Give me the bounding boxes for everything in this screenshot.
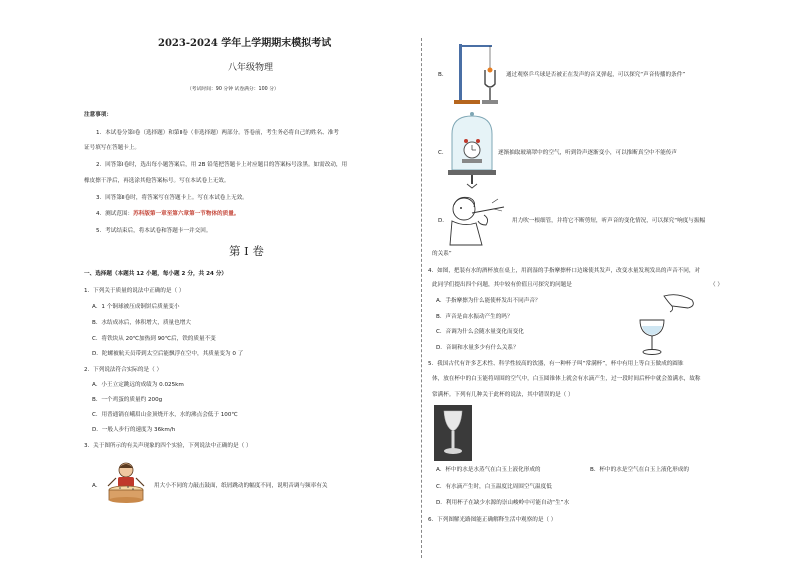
note-4 (96, 211, 239, 218)
note-3: 3．回答第Ⅱ卷时，将答案写在答题卡上。写在本试卷上无效。 (96, 195, 248, 201)
q6-stem: 6．下列图解光路图能正确解释生活中观察的是（ ） (428, 517, 557, 523)
column-divider (421, 38, 422, 558)
wine-glass-hand-image (634, 292, 700, 358)
q4-option-d: D．音调和水量多少有什么关系？ (436, 345, 519, 351)
note-1b: 证号填写在答题卡上。 (84, 145, 140, 151)
q4-option-c: C．音调为什么会随水量变化而变化 (436, 329, 524, 335)
q2-option-c: C．用普通锅在峨眉山金顶烧开水，水的沸点会低于 100℃ (92, 412, 238, 418)
q1-option-a: A．1 个铜球被压成铜饼后质量变小 (92, 304, 180, 310)
exam-title: 2023-2024 学年上学期期末模拟考试 (158, 38, 332, 49)
q4-option-b: B．声音是由水振动产生的吗？ (436, 314, 513, 320)
q5-stem-line3: 常满杯。下列有几种关于此杯的说法，其中错误的是（ ） (432, 392, 574, 398)
exam-meta: （考试时间：90 分钟 试卷满分：100 分） (187, 87, 279, 92)
note-2a: 2．回答第Ⅰ卷时，选出每小题答案后，用 2B 铅笔把答题卡上对应题目的答案标号涂黑。如需改动，用 (96, 162, 348, 168)
note-4-label: 4．测试范围： (96, 211, 134, 217)
q5-option-d: D．利用杯子在缺少水源的崇山峻岭中可能自动“生”水 (436, 500, 570, 506)
q3-option-c: 逐渐抽取玻璃罩中的空气，听到铃声逐渐变小，可以推断真空中不能传声 (498, 150, 678, 156)
drum-experiment-image (104, 460, 154, 504)
q3-option-d-line1: 用力吹一根细管，并将它不断剪短，听声音的变化情况，可以探究“响度与振幅 (512, 218, 706, 224)
q5-stem-line1: 5．我国古代有许多艺术性、科学性较高的饮器，有一种杯子叫“常满杯”，杯中有用上等白玉做成的圆锥 (428, 361, 684, 367)
jade-cup-photo (434, 405, 472, 461)
q3-a-label: A． (92, 483, 102, 489)
bell-jar-image (447, 112, 497, 190)
q5-stem-line2: 体，放在杯中的白玉能将周围的空气中，白玉圆锥体上就会有水滴产生，过一段时间后杯中就会盈满水，故称 (432, 376, 701, 382)
q5-option-c: C．有水滴产生时，白玉温度比周围空气温度低 (436, 484, 552, 490)
section-heading: 一、选择题（本题共 12 小题，每小题 2 分，共 24 分） (84, 271, 228, 277)
exam-subject: 八年级物理 (228, 63, 274, 73)
q3-d-label: D． (438, 218, 448, 224)
q4-option-a: A．手指摩擦为什么能使杯发出不同声音？ (436, 298, 541, 304)
q3-option-d-line2: 的关系” (432, 251, 452, 257)
notes-heading: 注意事项： (84, 112, 112, 118)
q2-stem: 2．下列说法符合实际的是（ ） (84, 367, 163, 373)
q2-option-d: D．一般人步行的速度为 36km/h (92, 427, 176, 433)
q4-stem-line1: 4．如图，把装有水的酒杯放在桌上，用润湿的手指摩擦杯口边缘使其发声，改变水量发现发出的声音不同，对 (428, 268, 701, 274)
q3-option-a: 用大小不同的力敲击鼓面，纸屑跳动的幅度不同，说明音调与频率有关 (154, 483, 328, 489)
q2-option-a: A．小王立定跳远的成绩为 0.025km (92, 382, 184, 388)
blowing-straw-image (448, 193, 512, 247)
volume-title: 第 I 卷 (229, 244, 264, 258)
note-2b: 橡皮擦干净后，再选涂其他答案标号。写在本试卷上无效。 (84, 178, 230, 184)
q1-option-d: D．陀螺被航天员带到太空后能飘浮在空中，其质量变为 0 了 (92, 351, 244, 357)
q3-option-b: 通过观察乒乓球是否被正在发声的音叉弹起，可以探究“声音传播的条件” (506, 72, 686, 78)
q3-stem: 3．关于图所示的有关声现象的四个实验，下列说法中正确的是（ ） (84, 443, 252, 449)
q5-option-a: A．杯中的水是水蒸气在白玉上液化形成的 (436, 467, 541, 473)
tuning-fork-stand-image (452, 40, 507, 106)
q1-option-b: B．水结成冰后，体积增大，质量也增大 (92, 320, 191, 326)
note-1a: 1．本试卷分第Ⅰ卷（选择题）和第Ⅱ卷（非选择题）两部分。答卷前，考生务必将自己的姓名、准考 (96, 130, 339, 136)
q1-stem: 1．下列关于质量的说法中正确的是（ ） (84, 288, 185, 294)
q3-c-label: C． (438, 150, 448, 156)
q4-stem-line2: 此同学们提出四个问题，其中较有价值且可探究的问题是 (432, 282, 572, 288)
q2-option-b: B．一个鸡蛋的质量约 200g (92, 397, 163, 403)
note-5: 5．考试结束后，将本试卷和答题卡一并交回。 (96, 228, 212, 234)
q1-option-c: C．将铁块从 20℃加热到 90℃后，铁的质量不变 (92, 336, 216, 342)
q4-answer-paren: （ ） (710, 282, 723, 288)
note-4-scope: 苏科版第一章至第六章第一节物体的质量。 (133, 211, 240, 217)
q5-option-b: B．杯中的水是空气在白玉上液化形成的 (590, 467, 689, 473)
q3-b-label: B． (438, 72, 448, 78)
